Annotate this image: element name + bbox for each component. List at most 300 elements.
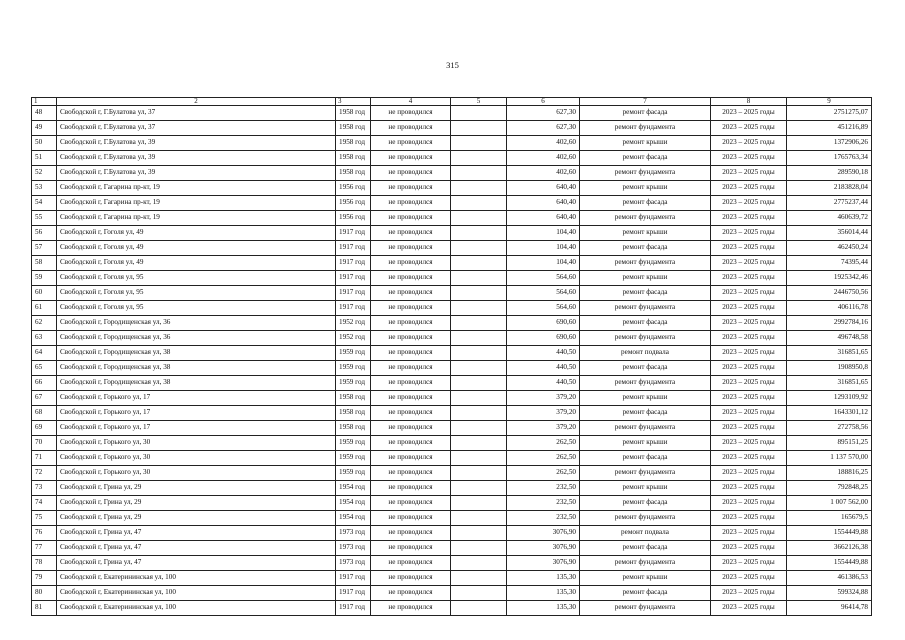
- address-cell: Свободской г, Грина ул, 29: [57, 496, 336, 511]
- address-cell: Свободской г, Грина ул, 29: [57, 481, 336, 496]
- inspection-cell: не проводился: [371, 541, 451, 556]
- cost-cell: 1372906,26: [787, 136, 872, 151]
- area-cell: 640,40: [507, 181, 580, 196]
- work-type-cell: ремонт фундамента: [580, 421, 711, 436]
- table-row: [32, 541, 872, 556]
- cost-cell: 1908950,8: [787, 361, 872, 376]
- work-type-cell: ремонт фасада: [580, 361, 711, 376]
- work-type-cell: ремонт крыши: [580, 271, 711, 286]
- cost-cell: 599324,88: [787, 586, 872, 601]
- inspection-cell: не проводился: [371, 136, 451, 151]
- row-number-cell: 74: [32, 496, 57, 511]
- empty-cell: [451, 121, 507, 136]
- work-type-cell: ремонт крыши: [580, 391, 711, 406]
- table-row: [32, 331, 872, 346]
- year-cell: 1917 год: [336, 241, 371, 256]
- empty-cell: [451, 226, 507, 241]
- work-type-cell: ремонт фундамента: [580, 511, 711, 526]
- area-cell: 262,50: [507, 451, 580, 466]
- table-row: [32, 571, 872, 586]
- year-cell: 1917 год: [336, 571, 371, 586]
- year-cell: 1917 год: [336, 226, 371, 241]
- inspection-cell: не проводился: [371, 421, 451, 436]
- row-number-cell: 65: [32, 361, 57, 376]
- work-type-cell: ремонт фасада: [580, 241, 711, 256]
- table-row: [32, 166, 872, 181]
- inspection-cell: не проводился: [371, 211, 451, 226]
- address-cell: Свободской г, Гоголя ул, 95: [57, 271, 336, 286]
- year-cell: 1956 год: [336, 181, 371, 196]
- work-type-cell: ремонт фасада: [580, 286, 711, 301]
- inspection-cell: не проводился: [371, 556, 451, 571]
- year-cell: 1952 год: [336, 331, 371, 346]
- area-cell: 232,50: [507, 511, 580, 526]
- work-type-cell: ремонт крыши: [580, 571, 711, 586]
- empty-cell: [451, 211, 507, 226]
- address-cell: Свободской г, Гоголя ул, 49: [57, 241, 336, 256]
- work-type-cell: ремонт фасада: [580, 406, 711, 421]
- row-number-cell: 64: [32, 346, 57, 361]
- row-number-cell: 69: [32, 421, 57, 436]
- row-number-cell: 48: [32, 106, 57, 121]
- cost-cell: 289590,18: [787, 166, 872, 181]
- area-cell: 402,60: [507, 151, 580, 166]
- row-number-cell: 67: [32, 391, 57, 406]
- period-cell: 2023 – 2025 годы: [711, 376, 787, 391]
- column-header: 7: [580, 98, 711, 106]
- row-number-cell: 51: [32, 151, 57, 166]
- address-cell: Свободской г, Екатерининская ул, 100: [57, 601, 336, 616]
- cost-cell: 165679,5: [787, 511, 872, 526]
- empty-cell: [451, 286, 507, 301]
- area-cell: 640,40: [507, 211, 580, 226]
- period-cell: 2023 – 2025 годы: [711, 496, 787, 511]
- address-cell: Свободской г, Грина ул, 47: [57, 556, 336, 571]
- table-row: [32, 346, 872, 361]
- cost-cell: 460639,72: [787, 211, 872, 226]
- address-cell: Свободской г, Екатерининская ул, 100: [57, 571, 336, 586]
- table-row: [32, 361, 872, 376]
- cost-cell: 1765763,34: [787, 151, 872, 166]
- inspection-cell: не проводился: [371, 376, 451, 391]
- period-cell: 2023 – 2025 годы: [711, 511, 787, 526]
- work-type-cell: ремонт фасада: [580, 151, 711, 166]
- year-cell: 1973 год: [336, 556, 371, 571]
- period-cell: 2023 – 2025 годы: [711, 226, 787, 241]
- area-cell: 402,60: [507, 136, 580, 151]
- inspection-cell: не проводился: [371, 286, 451, 301]
- table-row: [32, 481, 872, 496]
- row-number-cell: 71: [32, 451, 57, 466]
- row-number-cell: 52: [32, 166, 57, 181]
- empty-cell: [451, 166, 507, 181]
- address-cell: Свободской г, Грина ул, 29: [57, 511, 336, 526]
- year-cell: 1954 год: [336, 496, 371, 511]
- table-row: [32, 256, 872, 271]
- area-cell: 440,50: [507, 361, 580, 376]
- empty-cell: [451, 451, 507, 466]
- empty-cell: [451, 331, 507, 346]
- cost-cell: 451216,89: [787, 121, 872, 136]
- row-number-cell: 79: [32, 571, 57, 586]
- area-cell: 640,40: [507, 196, 580, 211]
- page-number: 315: [446, 60, 459, 70]
- row-number-cell: 68: [32, 406, 57, 421]
- address-cell: Свободской г, Гагарина пр-кт, 19: [57, 211, 336, 226]
- inspection-cell: не проводился: [371, 436, 451, 451]
- inspection-cell: не проводился: [371, 166, 451, 181]
- address-cell: Свободской г, Г.Булатова ул, 39: [57, 151, 336, 166]
- work-type-cell: ремонт крыши: [580, 136, 711, 151]
- year-cell: 1973 год: [336, 526, 371, 541]
- empty-cell: [451, 361, 507, 376]
- empty-cell: [451, 511, 507, 526]
- address-cell: Свободской г, Грина ул, 47: [57, 526, 336, 541]
- work-type-cell: ремонт фасада: [580, 106, 711, 121]
- table-row: [32, 316, 872, 331]
- year-cell: 1958 год: [336, 106, 371, 121]
- period-cell: 2023 – 2025 годы: [711, 466, 787, 481]
- area-cell: 402,60: [507, 166, 580, 181]
- area-cell: 3076,90: [507, 526, 580, 541]
- table-row: [32, 406, 872, 421]
- area-cell: 440,50: [507, 346, 580, 361]
- cost-cell: 1 137 570,00: [787, 451, 872, 466]
- table-row: [32, 376, 872, 391]
- cost-cell: 316851,65: [787, 376, 872, 391]
- empty-cell: [451, 421, 507, 436]
- work-type-cell: ремонт фундамента: [580, 601, 711, 616]
- address-cell: Свободской г, Гоголя ул, 95: [57, 301, 336, 316]
- period-cell: 2023 – 2025 годы: [711, 151, 787, 166]
- table-row: [32, 526, 872, 541]
- table-row: [32, 196, 872, 211]
- area-cell: 104,40: [507, 241, 580, 256]
- year-cell: 1958 год: [336, 406, 371, 421]
- row-number-cell: 80: [32, 586, 57, 601]
- row-number-cell: 76: [32, 526, 57, 541]
- empty-cell: [451, 256, 507, 271]
- row-number-cell: 50: [32, 136, 57, 151]
- period-cell: 2023 – 2025 годы: [711, 571, 787, 586]
- inspection-cell: не проводился: [371, 256, 451, 271]
- address-cell: Свободской г, Г.Булатова ул, 39: [57, 136, 336, 151]
- year-cell: 1958 год: [336, 391, 371, 406]
- year-cell: 1917 год: [336, 271, 371, 286]
- row-number-cell: 73: [32, 481, 57, 496]
- inspection-cell: не проводился: [371, 331, 451, 346]
- work-type-cell: ремонт фундамента: [580, 211, 711, 226]
- cost-cell: 3662126,38: [787, 541, 872, 556]
- address-cell: Свободской г, Гоголя ул, 49: [57, 226, 336, 241]
- cost-cell: 2446750,56: [787, 286, 872, 301]
- cost-cell: 356014,44: [787, 226, 872, 241]
- address-cell: Свободской г, Горького ул, 30: [57, 436, 336, 451]
- year-cell: 1954 год: [336, 511, 371, 526]
- inspection-cell: не проводился: [371, 391, 451, 406]
- table-row: [32, 436, 872, 451]
- inspection-cell: не проводился: [371, 226, 451, 241]
- empty-cell: [451, 391, 507, 406]
- inspection-cell: не проводился: [371, 406, 451, 421]
- table-row: [32, 226, 872, 241]
- work-type-cell: ремонт крыши: [580, 181, 711, 196]
- row-number-cell: 56: [32, 226, 57, 241]
- period-cell: 2023 – 2025 годы: [711, 256, 787, 271]
- cost-cell: 188816,25: [787, 466, 872, 481]
- period-cell: 2023 – 2025 годы: [711, 316, 787, 331]
- area-cell: 262,50: [507, 436, 580, 451]
- address-cell: Свободской г, Гоголя ул, 49: [57, 256, 336, 271]
- cost-cell: 1925342,46: [787, 271, 872, 286]
- work-type-cell: ремонт фундамента: [580, 121, 711, 136]
- work-type-cell: ремонт фундамента: [580, 301, 711, 316]
- inspection-cell: не проводился: [371, 526, 451, 541]
- address-cell: Свободской г, Горького ул, 17: [57, 391, 336, 406]
- address-cell: Свободской г, Гагарина пр-кт, 19: [57, 181, 336, 196]
- period-cell: 2023 – 2025 годы: [711, 241, 787, 256]
- row-number-cell: 55: [32, 211, 57, 226]
- cost-cell: 1643301,12: [787, 406, 872, 421]
- inspection-cell: не проводился: [371, 151, 451, 166]
- area-cell: 564,60: [507, 271, 580, 286]
- work-type-cell: ремонт фундамента: [580, 166, 711, 181]
- cost-cell: 2183828,04: [787, 181, 872, 196]
- cost-cell: 462450,24: [787, 241, 872, 256]
- column-header: 8: [711, 98, 787, 106]
- empty-cell: [451, 436, 507, 451]
- period-cell: 2023 – 2025 годы: [711, 181, 787, 196]
- cost-cell: 74395,44: [787, 256, 872, 271]
- table-body: [32, 106, 872, 616]
- row-number-cell: 60: [32, 286, 57, 301]
- inspection-cell: не проводился: [371, 511, 451, 526]
- row-number-cell: 78: [32, 556, 57, 571]
- year-cell: 1959 год: [336, 346, 371, 361]
- table-row: [32, 586, 872, 601]
- address-cell: Свободской г, Городищенская ул, 36: [57, 331, 336, 346]
- work-type-cell: ремонт крыши: [580, 226, 711, 241]
- column-header: 2: [57, 98, 336, 106]
- area-cell: 135,30: [507, 586, 580, 601]
- cost-cell: 2992784,16: [787, 316, 872, 331]
- row-number-cell: 77: [32, 541, 57, 556]
- period-cell: 2023 – 2025 годы: [711, 481, 787, 496]
- year-cell: 1956 год: [336, 211, 371, 226]
- inspection-cell: не проводился: [371, 601, 451, 616]
- inspection-cell: не проводился: [371, 346, 451, 361]
- area-cell: 104,40: [507, 226, 580, 241]
- table-header: [32, 98, 872, 106]
- area-cell: 690,60: [507, 316, 580, 331]
- empty-cell: [451, 301, 507, 316]
- inspection-cell: не проводился: [371, 316, 451, 331]
- period-cell: 2023 – 2025 годы: [711, 391, 787, 406]
- address-cell: Свободской г, Г.Булатова ул, 39: [57, 166, 336, 181]
- row-number-cell: 75: [32, 511, 57, 526]
- period-cell: 2023 – 2025 годы: [711, 136, 787, 151]
- inspection-cell: не проводился: [371, 271, 451, 286]
- cost-cell: 272758,56: [787, 421, 872, 436]
- address-cell: Свободской г, Горького ул, 30: [57, 466, 336, 481]
- inspection-cell: не проводился: [371, 451, 451, 466]
- period-cell: 2023 – 2025 годы: [711, 196, 787, 211]
- period-cell: 2023 – 2025 годы: [711, 436, 787, 451]
- address-cell: Свободской г, Г.Булатова ул, 37: [57, 121, 336, 136]
- empty-cell: [451, 481, 507, 496]
- row-number-cell: 58: [32, 256, 57, 271]
- table-row: [32, 496, 872, 511]
- area-cell: 564,60: [507, 286, 580, 301]
- column-number-row: [32, 98, 872, 106]
- period-cell: 2023 – 2025 годы: [711, 271, 787, 286]
- year-cell: 1959 год: [336, 451, 371, 466]
- column-header: 1: [32, 98, 57, 106]
- period-cell: 2023 – 2025 годы: [711, 301, 787, 316]
- cost-cell: 2775237,44: [787, 196, 872, 211]
- inspection-cell: не проводился: [371, 571, 451, 586]
- period-cell: 2023 – 2025 годы: [711, 526, 787, 541]
- work-type-cell: ремонт подвала: [580, 526, 711, 541]
- year-cell: 1958 год: [336, 151, 371, 166]
- inspection-cell: не проводился: [371, 181, 451, 196]
- inspection-cell: не проводился: [371, 121, 451, 136]
- address-cell: Свободской г, Горького ул, 17: [57, 406, 336, 421]
- inspection-cell: не проводился: [371, 241, 451, 256]
- row-number-cell: 57: [32, 241, 57, 256]
- repair-schedule-table: [31, 97, 872, 616]
- table-row: [32, 466, 872, 481]
- inspection-cell: не проводился: [371, 196, 451, 211]
- empty-cell: [451, 466, 507, 481]
- address-cell: Свободской г, Гагарина пр-кт, 19: [57, 196, 336, 211]
- empty-cell: [451, 271, 507, 286]
- area-cell: 3076,90: [507, 541, 580, 556]
- work-type-cell: ремонт подвала: [580, 346, 711, 361]
- row-number-cell: 81: [32, 601, 57, 616]
- cost-cell: 895151,25: [787, 436, 872, 451]
- empty-cell: [451, 181, 507, 196]
- table-row: [32, 241, 872, 256]
- address-cell: Свободской г, Г.Булатова ул, 37: [57, 106, 336, 121]
- period-cell: 2023 – 2025 годы: [711, 346, 787, 361]
- empty-cell: [451, 106, 507, 121]
- table-row: [32, 391, 872, 406]
- area-cell: 104,40: [507, 256, 580, 271]
- inspection-cell: не проводился: [371, 301, 451, 316]
- address-cell: Свободской г, Городищенская ул, 38: [57, 376, 336, 391]
- work-type-cell: ремонт фасада: [580, 496, 711, 511]
- empty-cell: [451, 571, 507, 586]
- area-cell: 232,50: [507, 481, 580, 496]
- column-header: 6: [507, 98, 580, 106]
- inspection-cell: не проводился: [371, 106, 451, 121]
- cost-cell: 1554449,88: [787, 526, 872, 541]
- row-number-cell: 62: [32, 316, 57, 331]
- area-cell: 379,20: [507, 391, 580, 406]
- area-cell: 627,30: [507, 121, 580, 136]
- period-cell: 2023 – 2025 годы: [711, 586, 787, 601]
- empty-cell: [451, 556, 507, 571]
- address-cell: Свободской г, Городищенская ул, 38: [57, 346, 336, 361]
- work-type-cell: ремонт фасада: [580, 541, 711, 556]
- work-type-cell: ремонт фасада: [580, 451, 711, 466]
- empty-cell: [451, 346, 507, 361]
- column-header: 3: [336, 98, 371, 106]
- column-header: 5: [451, 98, 507, 106]
- table-row: [32, 121, 872, 136]
- area-cell: 564,60: [507, 301, 580, 316]
- inspection-cell: не проводился: [371, 466, 451, 481]
- period-cell: 2023 – 2025 годы: [711, 106, 787, 121]
- table-row: [32, 556, 872, 571]
- work-type-cell: ремонт фасада: [580, 586, 711, 601]
- cost-cell: 792848,25: [787, 481, 872, 496]
- work-type-cell: ремонт фундамента: [580, 331, 711, 346]
- empty-cell: [451, 541, 507, 556]
- row-number-cell: 53: [32, 181, 57, 196]
- table-row: [32, 451, 872, 466]
- area-cell: 232,50: [507, 496, 580, 511]
- area-cell: 379,20: [507, 406, 580, 421]
- year-cell: 1958 год: [336, 121, 371, 136]
- cost-cell: 406116,78: [787, 301, 872, 316]
- address-cell: Свободской г, Гоголя ул, 95: [57, 286, 336, 301]
- year-cell: 1956 год: [336, 196, 371, 211]
- table-row: [32, 286, 872, 301]
- year-cell: 1917 год: [336, 301, 371, 316]
- empty-cell: [451, 316, 507, 331]
- row-number-cell: 70: [32, 436, 57, 451]
- year-cell: 1958 год: [336, 136, 371, 151]
- cost-cell: 96414,78: [787, 601, 872, 616]
- inspection-cell: не проводился: [371, 496, 451, 511]
- table-row: [32, 106, 872, 121]
- row-number-cell: 66: [32, 376, 57, 391]
- cost-cell: 496748,58: [787, 331, 872, 346]
- period-cell: 2023 – 2025 годы: [711, 451, 787, 466]
- period-cell: 2023 – 2025 годы: [711, 211, 787, 226]
- year-cell: 1954 год: [336, 481, 371, 496]
- period-cell: 2023 – 2025 годы: [711, 121, 787, 136]
- empty-cell: [451, 241, 507, 256]
- area-cell: 135,30: [507, 571, 580, 586]
- address-cell: Свободской г, Городищенская ул, 38: [57, 361, 336, 376]
- inspection-cell: не проводился: [371, 586, 451, 601]
- empty-cell: [451, 196, 507, 211]
- work-type-cell: ремонт фундамента: [580, 256, 711, 271]
- year-cell: 1917 год: [336, 601, 371, 616]
- year-cell: 1959 год: [336, 436, 371, 451]
- row-number-cell: 72: [32, 466, 57, 481]
- work-type-cell: ремонт крыши: [580, 481, 711, 496]
- area-cell: 690,60: [507, 331, 580, 346]
- empty-cell: [451, 601, 507, 616]
- cost-cell: 1554449,88: [787, 556, 872, 571]
- address-cell: Свободской г, Грина ул, 47: [57, 541, 336, 556]
- inspection-cell: не проводился: [371, 481, 451, 496]
- row-number-cell: 49: [32, 121, 57, 136]
- work-type-cell: ремонт фасада: [580, 316, 711, 331]
- row-number-cell: 54: [32, 196, 57, 211]
- empty-cell: [451, 151, 507, 166]
- work-type-cell: ремонт фундамента: [580, 466, 711, 481]
- period-cell: 2023 – 2025 годы: [711, 601, 787, 616]
- year-cell: 1917 год: [336, 286, 371, 301]
- table-row: [32, 511, 872, 526]
- cost-cell: 2751275,07: [787, 106, 872, 121]
- row-number-cell: 61: [32, 301, 57, 316]
